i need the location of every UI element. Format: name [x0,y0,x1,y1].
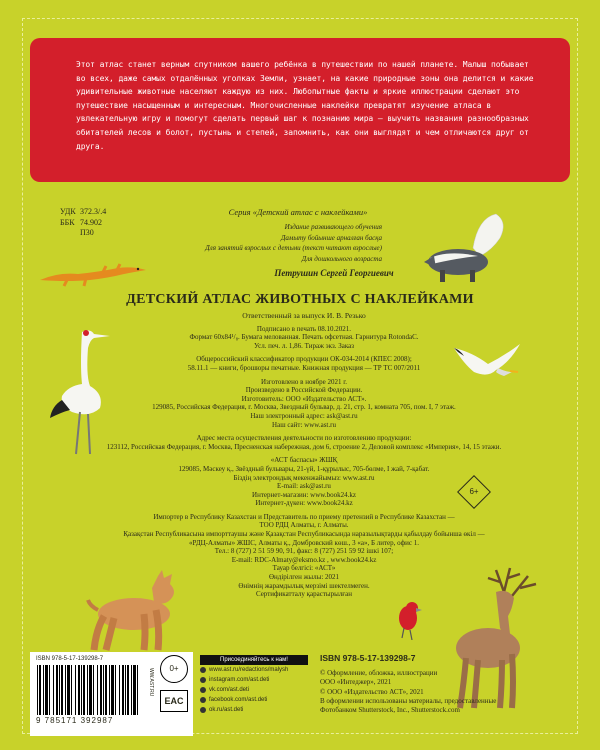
join-label: Присоединяйтесь к нам! [200,655,308,665]
barcode-bar [71,665,72,715]
barcode-bar [131,665,132,715]
imprint-line: Произведено в Российской Федерации. [245,386,363,395]
imprint-line: Қазақстан Республикасына импорттаушы және Қазақстан Республикасында наразылықтарды қабылдау бойынша өкіл — [123,530,485,539]
imprint-line: Наш сайт: www.ast.ru [272,420,336,429]
barcode-bar [111,665,114,715]
social-link[interactable] [200,675,320,685]
imprint-line: Изготовитель: ООО «Издательство АСТ». [241,394,367,403]
barcode-digits: 9 785171 392987 [36,716,114,725]
isbn-small: ISBN 978-5-17-139298-7 [36,656,104,662]
barcode-bar [93,665,94,715]
globe-icon [200,667,206,673]
imprint-line: E-mail: RDC-Almaty@eksmo.kz , www.book24.kz [231,555,377,564]
seagull-illustration [452,338,522,388]
barcode-bar [87,665,88,715]
lynx-illustration [84,570,194,655]
barcode-bar [125,665,126,715]
imprint-line: E-mail: ask@ast.ru [277,482,331,491]
barcode-bar [59,665,60,715]
copyright-line: © Оформление, обложка, иллюстрации [320,669,438,678]
edition-note: Для дошкольного возраста [301,254,382,263]
imprint-line: ТОО РДЦ Алматы, г. Алматы. [259,521,349,530]
copyright-line: © ООО «Издательство АСТ», 2021 [320,687,424,696]
barcode-bar [37,665,38,715]
edition-note: Для занятий взрослых с детьми (текст читают взрослые) [205,244,382,252]
vk-icon [200,687,206,693]
code-line: П30 [80,228,94,237]
imprint-line: Усл. печ. л. 1,86. Тираж экз. Заказ [253,341,355,350]
barcode [35,665,145,715]
barcode-bar [122,665,124,715]
barcode-bar [119,665,120,715]
imprint-line: Біздің электрондық мекенжайымыз: www.ast.ru [233,473,375,482]
imprint-line: Импортер в Республику Казахстан и Представитель по приему претензий в Республике Казахстан — [153,512,455,521]
series-label: Серия «Детский атлас с наклейками» [228,207,368,217]
barcode-bar [103,665,104,715]
imprint-line: Өнімнің жарамдылық мерзімі шектелмеген. [238,581,370,590]
imprint-line: «АСТ баспасы» ЖШҚ [270,456,338,465]
barcode-bar [137,665,138,715]
imprint-line: 58.11.1 — книги, брошюры печатные. Книжная продукция — ТР ТС 007/2011 [187,363,421,372]
barcode-bar [67,665,70,715]
barcode-bar [89,665,92,715]
imprint-line: Тел.: 8 (727) 2 51 59 90, 91, факс: 8 (727) 251 59 92 ішкі 107; [214,547,394,556]
social-link[interactable] [200,685,320,695]
instagram-icon [200,677,206,683]
imprint-line: Интернет-магазин: www.book24.kz [252,490,356,499]
barcode-bar [78,665,80,715]
crane-illustration [50,326,130,456]
social-link-text: instagram.com/ast.deti [209,677,270,683]
edition-notes [205,222,382,264]
social-link[interactable] [200,705,320,715]
imprint-line: 129085, Российская Федерация, г. Москва, Звездный бульвар, д. 21, стр. 1, комната 705, пом. I, 7 этаж. [152,403,456,412]
bbk-line: ББК 74.902 [60,217,102,227]
imprint-line: Тауар белгісі: «АСТ» [272,564,336,573]
edition-note: Издание развивающего обучения [284,223,382,231]
udk-line: УДК 372.3/.4 [60,207,107,216]
barcode-bar [133,665,136,715]
description-panel [30,38,570,182]
barcode-bar [65,665,66,715]
isbn-main: ISBN 978-5-17-139298-7 [320,653,416,663]
barcode-bar [43,665,44,715]
skunk-illustration [418,208,508,286]
barcode-bar [97,665,98,715]
barcode-bar [109,665,110,715]
imprint-line: Интернет-дүкен: www.book24.kz [255,499,353,508]
vertical-code: WW.AST.RU [148,668,154,697]
copyright-block [320,654,560,715]
barcode-bar [45,665,48,715]
imprint-line: Наш электронный адрес: ask@ast.ru [250,411,358,420]
social-link-text: ok.ru/ast.deti [209,707,244,713]
barcode-bar [49,665,50,715]
description-text: Этот атлас станет верным спутником вашего ребёнка в путешествии по нашей планете. Малыш побывает во всех, даже самых отдалённых уголках Земли, узнает, на какие природные зоны она делится и какие удивительные животные населяют каждую из них. Любопытные факты и яркие иллюстрации сделают это путешествие насыщенным и интересным. Многочисленные наклейки превратят изучение атласа в увлекательную игру и помогут сделать первый шаг к познанию мира — выучить названия разнообразных обитателей лесов и болот, пустынь и степей, запомнить, как они выглядят и чем отличаются друг от друга. [76,60,534,151]
barcode-bar [115,665,116,715]
eac-mark: EAC [160,690,188,712]
copyright-line: Фотобанком Shutterstock, Inc., Shutterstock.com [320,706,460,715]
barcode-bar [83,665,85,715]
age-rating-text: 6+ [469,487,479,496]
imprint-line: Ответственный за выпуск И. В. Резько [242,311,366,320]
imprint-line: 123112, Российская Федерация, г. Москва, Пресненская набережная, дом 6, строение 2, Деловой комплекс «Империя», 14, 15 этажи. [106,442,502,451]
author-name: Петрушин Сергей Георгиевич [274,268,394,278]
social-link[interactable] [200,665,320,675]
edition-note: Дамыту бойынше арналған басқа [280,233,382,242]
social-link-text: www.ast.ru/redactions/malysh [209,667,289,673]
lizard-illustration [38,258,148,288]
barcode-bar [75,665,76,715]
imprint-line: Формат 60х84¹/₈. Бумага мелованная. Печать офсетная. Гарнитура RotondaC. [189,333,419,342]
zero-plus-mark: 0+ [160,655,188,683]
ok-icon [200,707,206,713]
barcode-bar [105,665,107,715]
barcode-bar [39,665,41,715]
social-link-text: facebook.com/ast.deti [209,697,268,703]
copyright-line: В оформлении использованы материалы, предоставленные [320,696,497,705]
social-link-text: vk.com/ast.deti [209,687,250,693]
social-links [200,665,320,715]
imprint-line: Өндірілген жылы: 2021 [268,573,340,582]
book-title: ДЕТСКИЙ АТЛАС ЖИВОТНЫХ С НАКЛЕЙКАМИ [126,292,474,307]
imprint-line: Сертификатталу қарастырылған [255,590,353,599]
bird-illustration [396,600,424,640]
imprint-line: Адрес места осуществления деятельности по изготовлению продукции: [196,434,412,443]
facebook-icon [200,697,206,703]
barcode-bar [81,665,82,715]
barcode-bar [56,665,58,715]
imprint-line: Подписано в печать 08.10.2021. [256,324,352,333]
imprint-line: Изготовлено в ноябре 2021 г. [260,377,348,386]
barcode-bar [100,665,102,715]
copyright-line: ООО «Интеджер», 2021 [320,678,392,687]
barcode-bar [53,665,54,715]
social-link[interactable] [200,695,320,705]
barcode-bar [127,665,129,715]
imprint-line: «РДЦ-Алматы» ЖШС, Алматы қ., Домбровский көш., 3 «а», Б литер, офис 1. [188,538,420,547]
imprint-line: Общероссийский классификатор продукции ОК-034-2014 (КПЕС 2008); [196,355,412,364]
barcode-bar [61,665,63,715]
imprint-line: 129085, Мәскеу қ., Звёздный бульвары, 21-үй, 1-құрылыс, 705-бөлме, I жай, 7-қабат. [178,464,430,473]
